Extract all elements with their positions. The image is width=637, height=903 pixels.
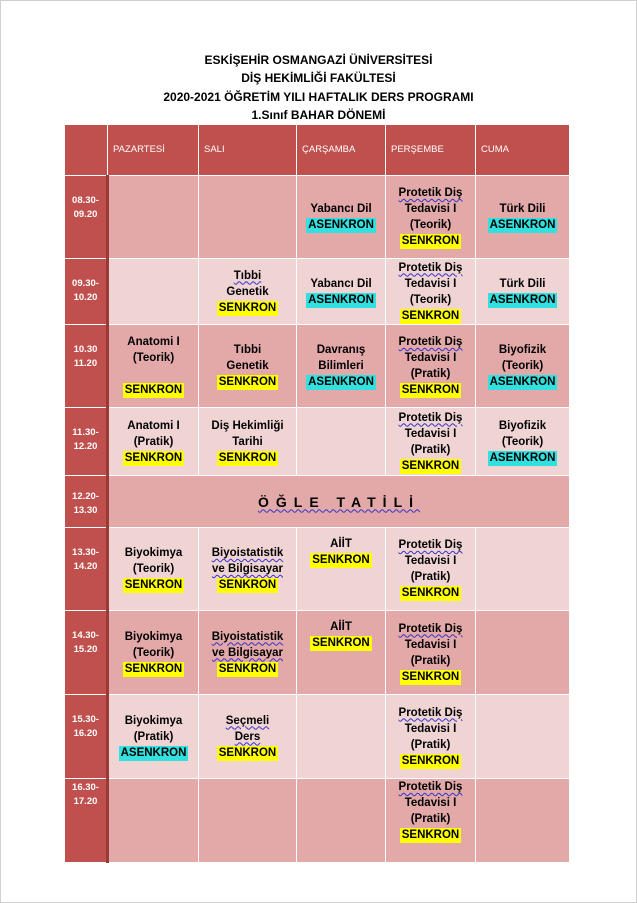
mode-badge: ASENKRON xyxy=(308,293,374,306)
mode-badge: SENKRON xyxy=(218,662,277,675)
schedule-cell: Biyokimya (Teorik) SENKRON xyxy=(108,611,199,695)
header-corner xyxy=(65,125,108,176)
schedule-cell xyxy=(476,176,570,259)
schedule-cell xyxy=(108,176,199,259)
schedule-cell xyxy=(476,259,570,325)
mode-badge: SENKRON xyxy=(401,587,460,599)
course-name: Türk Dili xyxy=(499,203,546,215)
lunch-row xyxy=(65,476,570,528)
schedule-cell: Protetik Diş Tedavisi I (Pratik) SENKRON xyxy=(386,779,476,863)
mode-badge: ASENKRON xyxy=(489,451,556,464)
schedule-cell: Protetik Diş Tedavisi I (Teorik) SENKRON xyxy=(386,259,476,325)
schedule-cell: Protetik Diş Tedavisi I (Teorik) SENKRON xyxy=(386,176,476,259)
mode-badge: SENKRON xyxy=(218,451,277,464)
day-monday: PAZARTESİ xyxy=(108,125,199,176)
course-name: Biyoistatistik xyxy=(211,547,284,559)
mode-badge: SENKRON xyxy=(218,579,277,591)
course-name: Protetik Diş xyxy=(398,336,463,348)
mode-badge: ASENKRON xyxy=(308,219,374,231)
table-row xyxy=(65,695,570,779)
course-name: Tıbbi xyxy=(233,344,262,356)
mode-badge: ASENKRON xyxy=(489,219,556,231)
schedule-cell: Tıbbi Genetik SENKRON xyxy=(199,259,297,325)
schedule-cell xyxy=(476,611,570,695)
schedule-cell: Biyoistatistik ve Bilgisayar SENKRON xyxy=(199,528,297,611)
schedule-cell: Diş Hekimliği Tarihi SENKRON xyxy=(199,408,297,476)
schedule-table xyxy=(64,124,570,863)
course-name: Davranış xyxy=(316,344,366,356)
time-slot: 16.30- 17.20 xyxy=(65,779,108,863)
course-name: Anatomi I xyxy=(127,419,180,432)
schedule-cell xyxy=(297,695,386,779)
course-name: Anatomi I xyxy=(127,336,180,348)
schedule-cell xyxy=(297,779,386,863)
mode-badge: ASENKRON xyxy=(489,293,556,306)
course-name: AİİT xyxy=(330,621,352,633)
time-slot: 08.30- 09.20 xyxy=(65,176,108,259)
time-slot: 09.30- 10.20 xyxy=(65,259,108,325)
mode-badge: SENKRON xyxy=(401,670,460,683)
schedule-cell xyxy=(108,259,199,325)
schedule-cell xyxy=(476,695,570,779)
mode-badge: SENKRON xyxy=(401,459,460,472)
schedule-cell: Biyofizik (Teorik) ASENKRON xyxy=(476,325,570,408)
schedule-cell: Davranış Bilimleri ASENKRON xyxy=(297,325,386,408)
schedule-cell xyxy=(297,611,386,695)
schedule-cell: Protetik Diş Tedavisi I (Pratik) SENKRON xyxy=(386,528,476,611)
mode-badge: SENKRON xyxy=(218,301,277,314)
table-row xyxy=(65,325,570,408)
header-row xyxy=(65,125,570,176)
course-name: Diş Hekimliği xyxy=(211,419,284,432)
schedule-cell: Biyoistatistik ve Bilgisayar SENKRON xyxy=(199,611,297,695)
faculty-name: DİŞ HEKİMLİĞİ FAKÜLTESİ xyxy=(241,71,396,85)
time-slot: 14.30- 15.20 xyxy=(65,611,108,695)
term-title: 1.Sınıf BAHAR DÖNEMİ xyxy=(251,108,386,122)
schedule-cell: Protetik Diş Tedavisi I (Pratik) SENKRON xyxy=(386,325,476,408)
schedule-cell xyxy=(297,528,386,611)
course-name: Protetik Diş xyxy=(398,187,463,199)
mode-badge: ASENKRON xyxy=(120,746,187,759)
mode-badge: SENKRON xyxy=(124,384,183,396)
course-name: AİİT xyxy=(330,538,352,550)
schedule-cell xyxy=(199,176,297,259)
schedule-cell: Anatomi I (Pratik) SENKRON xyxy=(108,408,199,476)
lunch-break: ÖĞLE TATİLİ xyxy=(108,476,570,528)
day-wednesday: ÇARŞAMBA xyxy=(297,125,386,176)
course-name: Protetik Diş xyxy=(398,261,463,274)
mode-badge: SENKRON xyxy=(124,451,183,464)
mode-badge: SENKRON xyxy=(218,746,277,759)
schedule-cell: Biyokimya (Pratik) ASENKRON xyxy=(108,695,199,779)
course-name: Seçmeli xyxy=(225,714,270,727)
mode-badge: SENKRON xyxy=(401,754,460,767)
mode-badge: SENKRON xyxy=(124,662,183,675)
schedule-cell: Biyokimya (Teorik) SENKRON xyxy=(108,528,199,611)
mode-badge: ASENKRON xyxy=(489,376,556,388)
course-name: Protetik Diş xyxy=(398,411,463,424)
schedule-cell: Protetik Diş Tedavisi I (Pratik) SENKRON xyxy=(386,611,476,695)
schedule-cell xyxy=(297,408,386,476)
course-name: Protetik Diş xyxy=(398,781,463,793)
schedule-cell xyxy=(199,779,297,863)
time-slot: 12.20- 13.30 xyxy=(65,476,108,528)
schedule-cell xyxy=(297,259,386,325)
table-row xyxy=(65,611,570,695)
schedule-cell: Biyofizik (Teorik) ASENKRON xyxy=(476,408,570,476)
mode-badge: SENKRON xyxy=(401,309,460,322)
schedule-cell: Protetik Diş Tedavisi I (Pratik) SENKRON xyxy=(386,408,476,476)
course-name: Tıbbi xyxy=(233,269,262,282)
schedule-cell xyxy=(476,528,570,611)
university-name: ESKİŞEHİR OSMANGAZİ ÜNİVERSİTESİ xyxy=(204,53,433,67)
time-slot: 15.30- 16.20 xyxy=(65,695,108,779)
course-name: Yabancı Dil xyxy=(310,277,372,290)
schedule-cell: Seçmeli Ders SENKRON xyxy=(199,695,297,779)
mode-badge: SENKRON xyxy=(124,579,183,591)
schedule-cell: Protetik Diş Tedavisi I (Pratik) SENKRON xyxy=(386,695,476,779)
time-slot: 10.30 11.20 xyxy=(65,325,108,408)
mode-badge: SENKRON xyxy=(401,829,460,841)
mode-badge: SENKRON xyxy=(401,384,460,396)
mode-badge: ASENKRON xyxy=(308,376,374,388)
course-name: Biyokimya xyxy=(124,630,183,643)
day-tuesday: SALI xyxy=(199,125,297,176)
table-row xyxy=(65,528,570,611)
table-row xyxy=(65,408,570,476)
course-name: Biyoistatistik xyxy=(211,630,284,643)
mode-badge: SENKRON xyxy=(401,235,460,247)
course-name: Biyofizik xyxy=(498,344,547,356)
schedule-cell: Anatomi I (Teorik) SENKRON xyxy=(108,325,199,408)
table-row xyxy=(65,779,570,863)
mode-badge: SENKRON xyxy=(218,376,277,388)
course-name: Protetik Diş xyxy=(398,539,463,551)
course-name: Türk Dili xyxy=(499,277,546,290)
program-title: 2020-2021 ÖĞRETİM YILI HAFTALIK DERS PROGRAMI xyxy=(163,90,474,104)
course-name: Biyofizik xyxy=(498,419,547,432)
mode-badge: SENKRON xyxy=(312,554,370,566)
schedule-cell xyxy=(297,176,386,259)
course-name: Yabancı Dil xyxy=(310,203,372,215)
course-name: Protetik Diş xyxy=(398,706,463,719)
time-slot: 13.30- 14.20 xyxy=(65,528,108,611)
table-row xyxy=(65,259,570,325)
course-name: Biyokimya xyxy=(124,547,183,559)
schedule-cell xyxy=(476,779,570,863)
schedule-cell: Tıbbi Genetik SENKRON xyxy=(199,325,297,408)
table-row xyxy=(65,176,570,259)
course-name: Protetik Diş xyxy=(398,622,463,635)
mode-badge: SENKRON xyxy=(312,637,370,649)
course-name: Biyokimya xyxy=(124,714,183,727)
day-thursday: PERŞEMBE xyxy=(386,125,476,176)
day-friday: CUMA xyxy=(476,125,570,176)
schedule-cell xyxy=(108,779,199,863)
time-slot: 11.30- 12.20 xyxy=(65,408,108,476)
